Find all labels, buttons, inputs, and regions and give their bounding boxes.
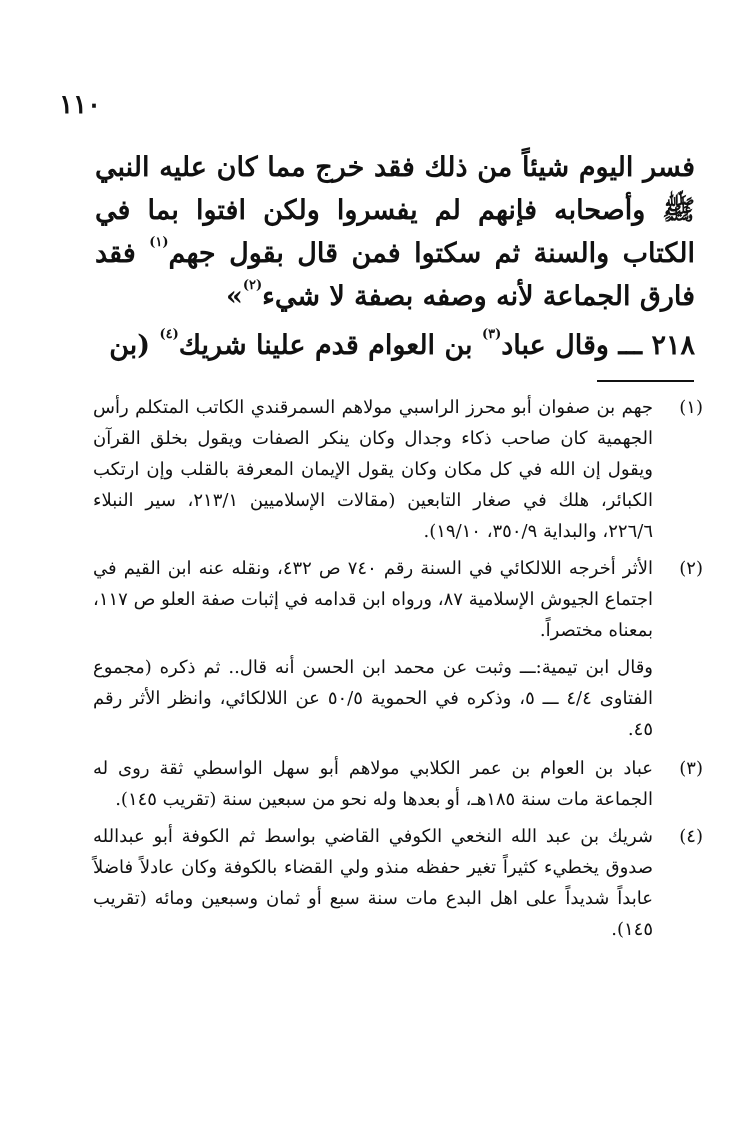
footnote-4 [93, 821, 703, 945]
footnote-number: (٤) [679, 826, 703, 847]
footnote-number: (١) [679, 397, 703, 418]
footnote-text: جهم بن صفوان أبو محرز الراسبي مولاهم السمرقندي الكاتب المتكلم رأس الجهمية كان صاحب ذكاء وجدال وكان ينكر الصفات ويقول بخلق القرآن ويقول إن الله في كل مكان وكان يقول الإيمان المعرفة بالقلب وإن ارتكب الكبائر، هلك في صغار التابعين (مقالات الإسلاميين ٢١٣/١، سير النبلاء ٢٢٦/٦، والبداية ٣٥٠/٩، ١٩/١٠). [93, 397, 653, 542]
entry-text-c: (بن [109, 330, 160, 361]
footnote-ref-1: (١) [149, 235, 169, 250]
footnote-number: (٢) [679, 558, 703, 579]
footnote-ref-4: (٤) [159, 327, 179, 342]
footnote-3 [93, 753, 703, 815]
footnote-number: (٣) [679, 758, 703, 779]
footnote-2 [93, 553, 703, 646]
footnote-divider [597, 380, 694, 382]
paragraph-text: فسر اليوم شيئاً من ذلك فقد خرج مما كان عليه النبي ﷺ وأصحابه فإنهم لم يفسروا ولكن افتوا بما في الكتاب والسنة ثم سكتوا فمن قال بقول جهم [95, 152, 696, 269]
footnote-1 [93, 392, 703, 547]
footnote-ref-3: (٣) [481, 327, 502, 342]
footnotes [93, 392, 703, 951]
footnote-text: عباد بن العوام بن عمر الكلابي مولاهم أبو سهل الواسطي ثقة روى له الجماعة مات سنة ١٨٥هـ، أو بعدها وله نحو من سبعين سنة (تقريب ١٤٥). [93, 758, 653, 810]
entry-text-a: وقال عباد [501, 330, 619, 361]
main-text [95, 146, 695, 367]
footnote-text: شريك بن عبد الله النخعي الكوفي القاضي بواسط ثم الكوفة أبو عبدالله صدوق يخطيء كثيراً تغير حفظه منذو ولي القضاء بالكوفة وكان عادلاً فاضلاً عابداً شديداً على اهل البدع مات سنة سبع أو ثمان وسبعين ومائه (تقريب ١٤٥). [93, 826, 653, 940]
entry-number: ٢١٨ ـــ [618, 330, 695, 361]
entry-218 [95, 324, 695, 367]
main-paragraph [95, 146, 695, 318]
footnote-ref-2: (٢) [242, 278, 263, 293]
footnote-text: الأثر أخرجه اللالكائي في السنة رقم ٧٤٠ ص ٤٣٢، ونقله عنه ابن القيم في اجتماع الجيوش الإسلامية ٨٧، ورواه ابن قدامه في إثبات صفة العلو ص ١١٧، بمعناه مختصراً. [93, 558, 653, 641]
paragraph-text-cont: فقد فارق الجماعة لأنه وصفه بصفة لا شيء [95, 238, 695, 312]
page-number: ١١٠ [59, 90, 101, 120]
closing-quote: » [225, 281, 243, 312]
footnote-2-continuation: وقال ابن تيمية:ـــ وثبت عن محمد ابن الحسن أنه قال.. ثم ذكره (مجموع الفتاوى ٤/٤ ـــ ٥، وذكره في الحموية ٥٠/٥ عن اللالكائي، وانظر الأثر رقم ٤٥. [93, 657, 653, 740]
entry-text-b: بن العوام قدم علينا شريك [178, 330, 482, 361]
